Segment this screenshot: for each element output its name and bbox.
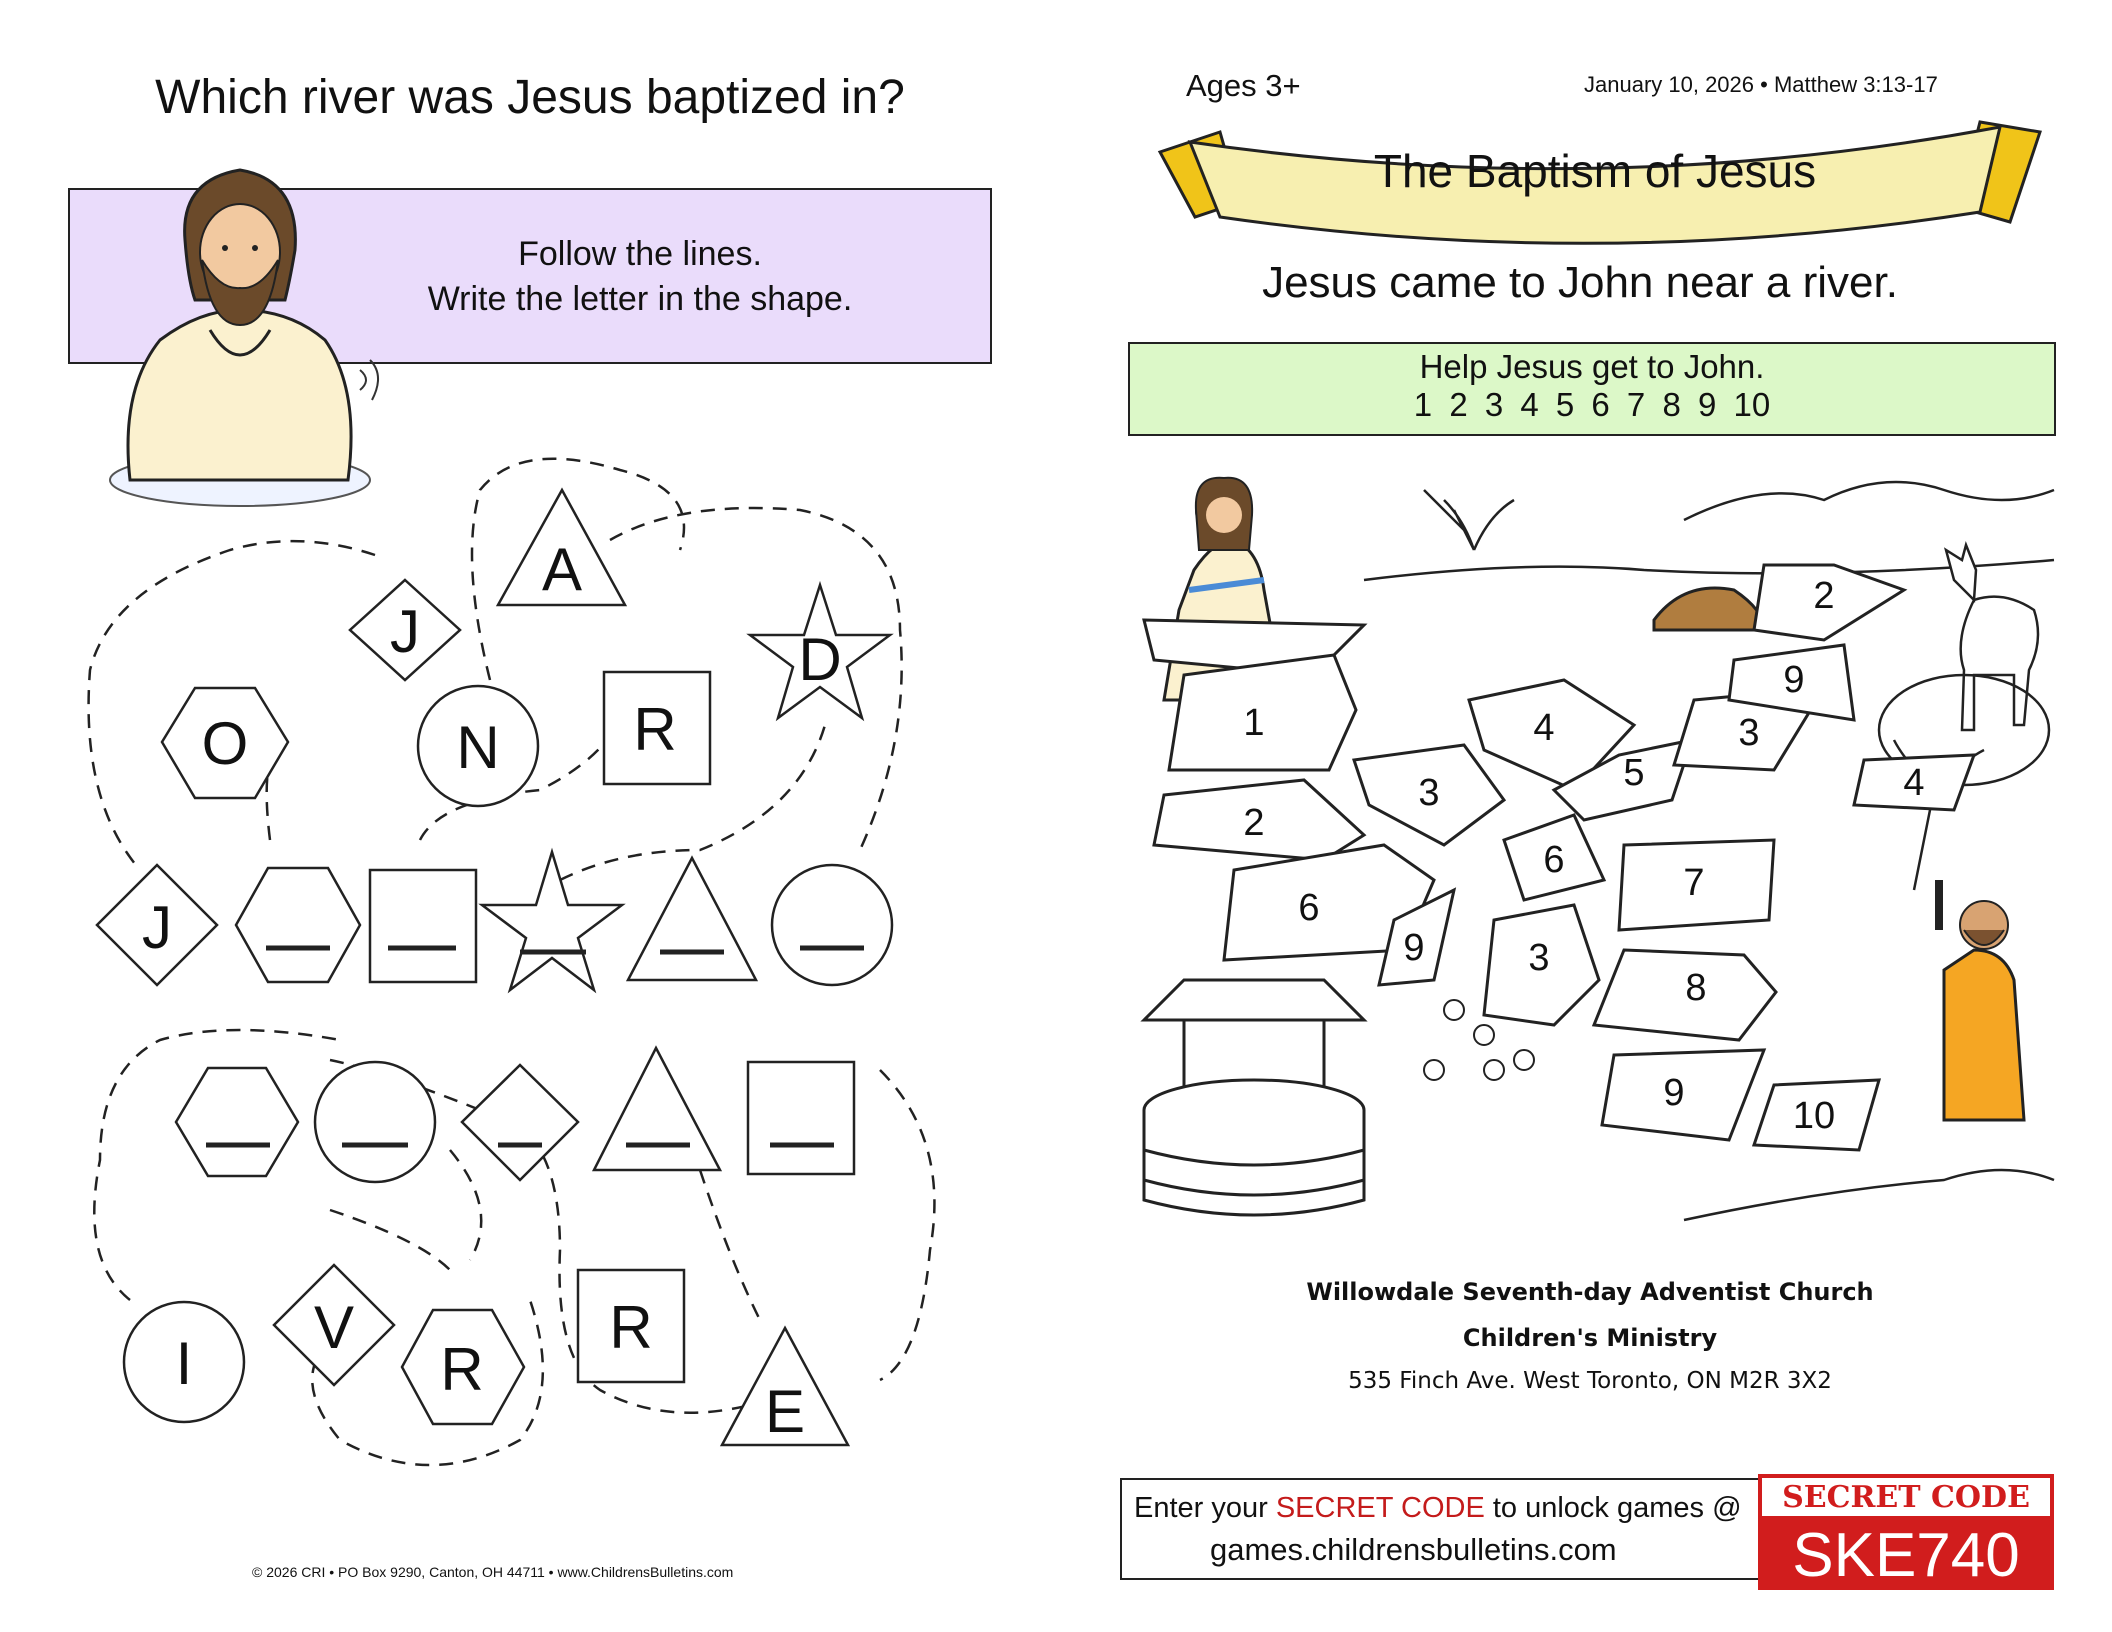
- stone-number: 6: [1543, 839, 1565, 881]
- secret-code-stamp: [1758, 1474, 2054, 1592]
- shape-d: [750, 585, 890, 718]
- shape-o-letter: O: [201, 710, 249, 777]
- shape-e: [722, 1328, 848, 1445]
- shape-o: [162, 688, 288, 798]
- shape-r-top-letter: R: [633, 696, 677, 763]
- help-box: [1128, 342, 2056, 436]
- secret-code-box: [1120, 1478, 1768, 1580]
- stone-number: 4: [1533, 707, 1555, 749]
- shape-r-hex-letter: R: [440, 1336, 484, 1403]
- stone-number: 7: [1683, 862, 1705, 904]
- shape-a-letter: A: [541, 536, 583, 603]
- john-the-baptist-icon: [1939, 880, 2024, 1120]
- stepping-stone-10[interactable]: [1854, 755, 1974, 810]
- stepping-stone-1[interactable]: [1169, 655, 1356, 770]
- stepping-stone-4[interactable]: [1354, 745, 1504, 845]
- answer-letter-j: J: [142, 894, 172, 961]
- shape-e-letter: E: [764, 1378, 806, 1445]
- answer-circle[interactable]: [772, 865, 892, 985]
- stepping-stones-scene: [1124, 460, 2064, 1250]
- games-url-link[interactable]: games.childrensbulletins.com: [1210, 1532, 1617, 1567]
- answer-row-1: [97, 852, 892, 990]
- help-text: Help Jesus get to John.: [1419, 348, 1765, 385]
- code-instructions: [1134, 1492, 1742, 1525]
- stone-number: 3: [1528, 937, 1550, 979]
- stone-number: 2: [1813, 575, 1835, 617]
- secret-code-value: SKE740: [1758, 1520, 2054, 1590]
- stone-number: 4: [1903, 762, 1925, 804]
- ministry-name: Children's Ministry: [1462, 1324, 1718, 1352]
- stone-number: 9: [1403, 927, 1425, 969]
- code-prefix: Enter your: [1134, 1492, 1276, 1524]
- answer-triangle-2[interactable]: [594, 1048, 720, 1170]
- stone-number: 2: [1243, 802, 1265, 844]
- shape-n: [418, 686, 538, 806]
- church-name: Willowdale Seventh-day Adventist Church: [1306, 1278, 1874, 1306]
- question-heading: Which river was Jesus baptized in?: [155, 71, 905, 124]
- answer-diamond-2[interactable]: [462, 1065, 578, 1180]
- shape-j-top-letter: J: [390, 598, 420, 665]
- stone-number: 9: [1783, 659, 1805, 701]
- subtitle: Jesus came to John near a river.: [1262, 258, 1898, 307]
- copyright-footer: © 2026 CRI • PO Box 9290, Canton, OH 44711 • www.ChildrensBulletins.com: [252, 1564, 734, 1580]
- shape-a: [498, 490, 625, 605]
- instruction-line-1: Follow the lines.: [518, 235, 762, 273]
- stone-number: 3: [1418, 772, 1440, 814]
- instruction-line-2: Write the letter in the shape.: [427, 280, 853, 318]
- answer-circle-2[interactable]: [315, 1062, 435, 1182]
- stepping-stone-12[interactable]: [1619, 840, 1774, 930]
- stepping-stone-2[interactable]: [1154, 780, 1364, 860]
- shape-i: [124, 1302, 244, 1422]
- answer-hexagon-2[interactable]: [176, 1068, 298, 1176]
- stepping-stone-16[interactable]: [1602, 1050, 1764, 1140]
- stepping-stone-17[interactable]: [1754, 1080, 1879, 1150]
- stone-number: 10: [1792, 1095, 1836, 1137]
- church-address: 535 Finch Ave. West Toronto, ON M2R 3X2: [1348, 1368, 1832, 1394]
- stepping-stone-15[interactable]: [1594, 950, 1776, 1040]
- shape-v: [274, 1265, 394, 1385]
- answer-triangle[interactable]: [628, 858, 756, 980]
- stepping-stone-11[interactable]: [1504, 815, 1604, 900]
- answer-hexagon[interactable]: [236, 868, 360, 982]
- stone-number: 5: [1623, 752, 1645, 794]
- code-suffix: to unlock games @: [1484, 1492, 1742, 1524]
- shape-j-top: [350, 580, 460, 680]
- stone-number: 6: [1298, 887, 1320, 929]
- stone-number: 9: [1663, 1072, 1685, 1114]
- date-reference: January 10, 2026 • Matthew 3:13-17: [1584, 72, 1938, 97]
- page-title: The Baptism of Jesus: [1373, 145, 1817, 197]
- number-sequence: 1 2 3 4 5 6 7 8 9 10: [1413, 386, 1771, 423]
- shape-r-square: [578, 1270, 684, 1382]
- stone-number: 8: [1685, 967, 1707, 1009]
- rock-icon: [1654, 588, 1764, 630]
- shape-v-letter: V: [313, 1294, 355, 1361]
- shape-n-letter: N: [456, 714, 500, 781]
- shape-r-top: [604, 672, 710, 784]
- shape-d-letter: D: [798, 626, 842, 693]
- answer-square[interactable]: [370, 870, 476, 982]
- answer-square-2[interactable]: [748, 1062, 854, 1174]
- shape-r-square-letter: R: [609, 1294, 653, 1361]
- age-label: Ages 3+: [1186, 68, 1301, 103]
- stone-number: 1: [1243, 702, 1265, 744]
- answer-star[interactable]: [482, 852, 622, 990]
- stepping-stone-14[interactable]: [1484, 905, 1599, 1025]
- stepping-stone-9[interactable]: [1754, 565, 1904, 640]
- letter-maze: [0, 380, 1000, 1480]
- stone-number: 3: [1738, 712, 1760, 754]
- shape-i-letter: I: [175, 1330, 193, 1397]
- shape-r-hex: [402, 1310, 524, 1424]
- code-highlight: SECRET CODE: [1275, 1492, 1485, 1524]
- stamp-title: SECRET CODE: [1758, 1474, 2054, 1520]
- answer-diamond-j: [97, 865, 217, 985]
- donkey-icon: [1946, 545, 2038, 730]
- well-icon: [1144, 980, 1364, 1215]
- answer-row-2: [176, 1048, 854, 1182]
